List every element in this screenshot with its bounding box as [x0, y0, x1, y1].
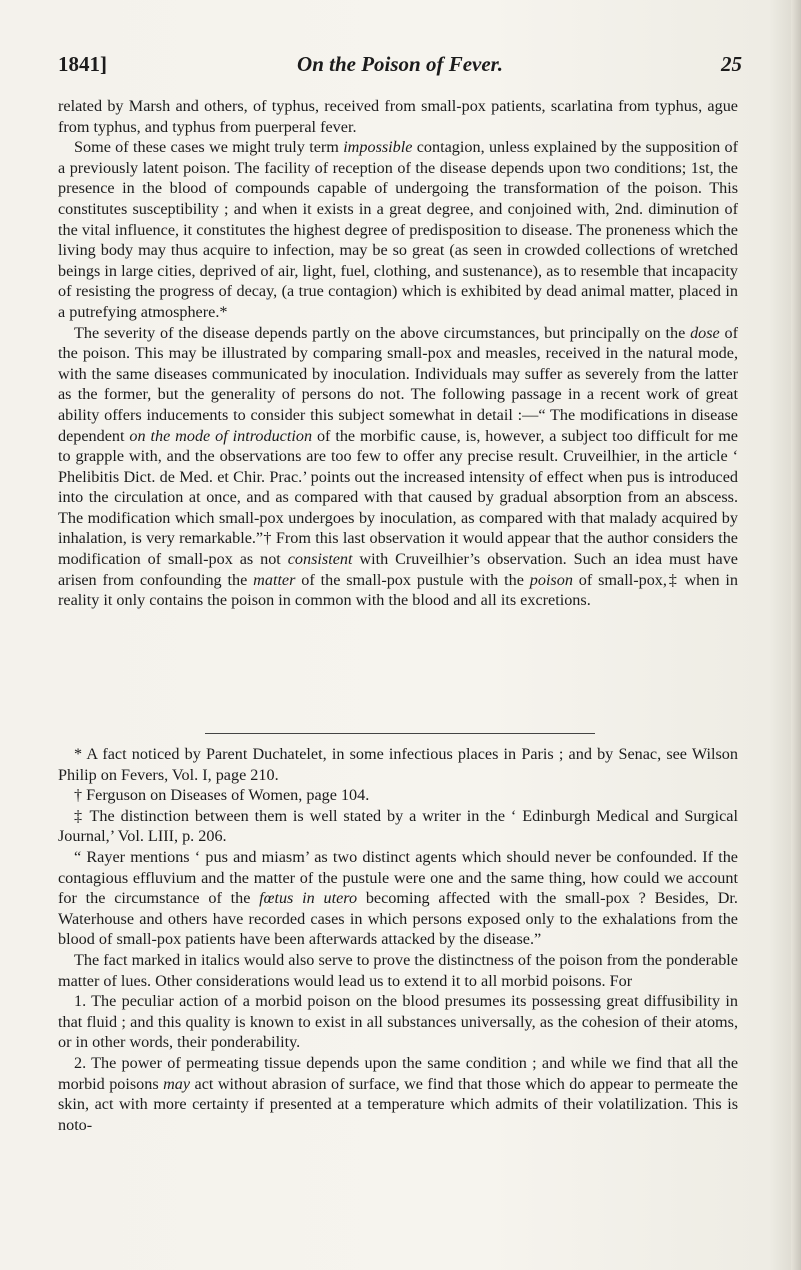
- text-run: of small-pox,‡ when in reality it only contains the poison in common with the blood and all its excretions.: [58, 570, 739, 610]
- page-number: 25: [721, 52, 742, 76]
- italic-run: poison: [529, 570, 573, 589]
- italic-run: may: [163, 1074, 191, 1093]
- footnote-point-2: [58, 1053, 738, 1135]
- main-text: [58, 96, 738, 611]
- text-run: with Cruveilhier’s observation. Such an idea must have arisen from confounding the: [58, 550, 738, 589]
- footnote-divider: [205, 733, 595, 734]
- italic-run: impossible: [343, 138, 413, 157]
- italic-run: matter: [253, 570, 296, 589]
- text-run: of the small-pox pustule with the: [295, 570, 530, 589]
- text-run: of the poison. This may be illustrated by comparing small-pox and measles, received in the natural mode, with the same diseases communicated by inoculation. Individuals may suffer as severely from the latter as the former, but the generality of persons do not. The following passage in a recent work of great ability offers inducements to consider this subject somewhat in detail :—“ The modifications in disease dependent: [58, 323, 738, 445]
- footnote-quote: [58, 847, 738, 950]
- text-run: 2. The power of permeating tissue depends upon the same condition ; and while we find that all the morbid poisons: [58, 1053, 738, 1093]
- italic-run: dose: [690, 323, 720, 342]
- header-year: 1841]: [58, 52, 107, 76]
- text-run: Some of these cases we might truly term: [74, 138, 344, 157]
- footnote-3: ‡ The distinction between them is well stated by a writer in the ‘ Edinburgh Medical and Surgical Journal,’ Vol. LIII, p. 206.: [58, 806, 738, 846]
- text-run: act without abrasion of surface, we find that those which do appear to permeate the skin, act with more certainty if presented at a temperature which admits of their volatilization. This is noto-: [58, 1074, 738, 1134]
- text-run: becoming affected with the small-pox ? Besides, Dr. Waterhouse and others have recorded cases in which persons exposed only to the exhalations from the blood of small-pox patients have been afterwards attacked by the disease.”: [58, 889, 738, 949]
- text-run: of the morbific cause, is, however, a subject too difficult for me to grapple with, and the observations are too few to offer any precise result. Cruveilhier, in the article ‘ Phelibitis Dict. de Med. et Chir. Prac.’ points out the increased intensity of effect when pus is introduced into the circulation at once, and as compared with that caused by gradual absorption from an abscess. The modification which small-pox undergoes by inoculation, as compared with that malady acquired by inhalation, is very remarkable.”† From this last observation it would appear that the author considers the modification of small-pox as not: [58, 426, 738, 569]
- paragraph-2: [58, 137, 738, 322]
- footnote-paragraph: The fact marked in italics would also serve to prove the distinctness of the poison from the ponderable matter of lues. Other considerations would lead us to extend it to all morbid poisons. For: [58, 950, 738, 990]
- paragraph-3: [58, 323, 738, 611]
- italic-run: fœtus in utero: [259, 889, 358, 908]
- paragraph-1: related by Marsh and others, of typhus, received from small-pox patients, scarlatina from typhus, ague from typhus, and typhus from puerperal fever.: [58, 97, 738, 136]
- footnote-2: † Ferguson on Diseases of Women, page 104.: [74, 786, 370, 805]
- italic-run: consistent: [287, 550, 353, 569]
- footnotes: [58, 744, 738, 1135]
- running-header: [58, 44, 742, 84]
- text-run: contagion, unless explained by the supposition of a previously latent poison. The facility of reception of the disease depends upon two conditions; 1st, the presence in the blood of compounds capable of undergoing the transformation of the poison. This constitutes susceptibility ; and when it exists in a great degree, and conjoined with, 2nd. diminution of the vital influence, it constitutes the highest degree of predisposition to disease. The proneness which the living body may thus acquire to infection, may be so great (as seen in crowded collections of wretched beings in large cities, deprived of air, light, fuel, clothing, and sustenance), as to resemble that incapacity of resisting the progress of decay, (a true contagion) which is exhibited by dead animal matter, placed in a putrefying atmosphere.*: [58, 138, 739, 321]
- footnote-point-1: 1. The peculiar action of a morbid poison on the blood presumes its possessing great diffusibility in that fluid ; and this quality is known to exist in all substances universally, as the cohesion of their atoms, or in other words, their ponderability.: [58, 992, 738, 1052]
- footnote-1: * A fact noticed by Parent Duchatelet, in some infectious places in Paris ; and by Senac, see Wilson Philip on Fevers, Vol. I, page 210.: [58, 745, 738, 784]
- header-title: On the Poison of Fever.: [297, 52, 503, 76]
- italic-run: on the mode of introduction: [129, 426, 313, 445]
- text-run: “ Rayer mentions ‘ pus and miasm’ as two distinct agents which should never be confounded. If the contagious effluvium and the matter of the pustule were one and the same thing, how could we account for the circumstance of the: [58, 847, 738, 908]
- text-run: The severity of the disease depends partly on the above circumstances, but principally on the: [74, 323, 691, 342]
- page-binding-edge: [791, 0, 801, 1270]
